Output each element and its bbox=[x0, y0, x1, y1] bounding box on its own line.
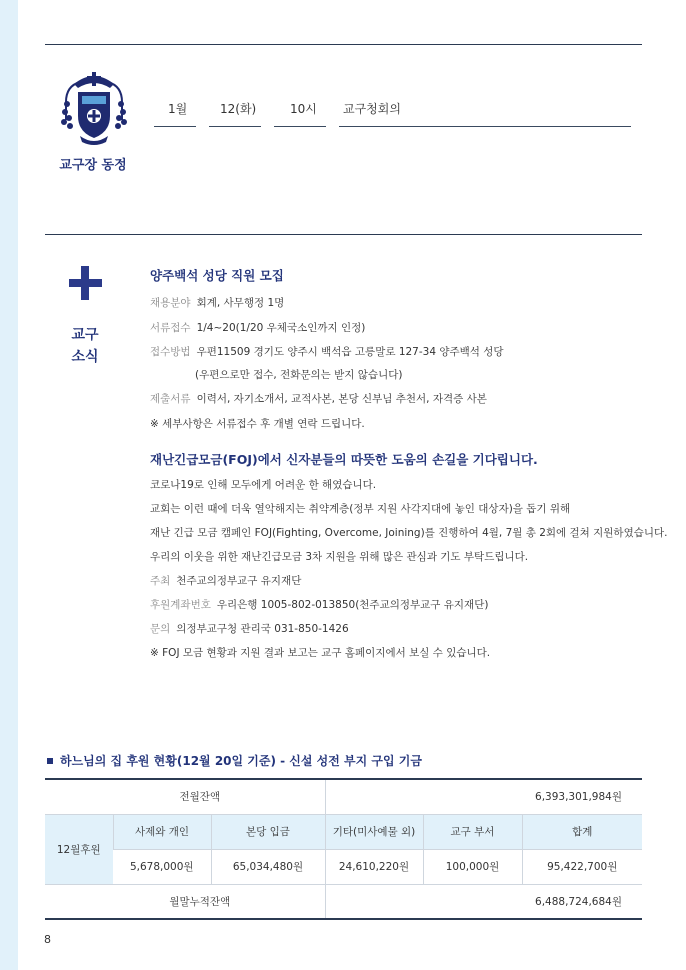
month-label: 12월후원 bbox=[45, 814, 113, 884]
middle-divider bbox=[45, 234, 642, 235]
table-row bbox=[45, 779, 642, 814]
support-title: 하느님의 집 후원 현황(12월 20일 기준) - 신설 성전 부지 구입 기금 bbox=[60, 754, 422, 768]
foj-row: 주최 천주교의정부교구 유지재단 bbox=[150, 575, 302, 587]
page-number: 8 bbox=[44, 933, 51, 946]
table-row bbox=[45, 884, 642, 919]
foj-paragraph: 교회는 이런 때에 더욱 열악해지는 취약계층(정부 지원 사각지대에 놓인 대상자)을 돕기 위해 bbox=[150, 503, 571, 515]
table-row bbox=[45, 849, 642, 884]
schedule-underline-time bbox=[274, 126, 326, 127]
foj-row: 후원계좌번호 우리은행 1005-802-013850(천주교의정부교구 유지재단) bbox=[150, 599, 489, 611]
column-header: 합계 bbox=[522, 814, 642, 849]
foj-note: ※ FOJ 모금 현황과 지원 결과 보고는 교구 홈페이지에서 보실 수 있습니다. bbox=[150, 647, 491, 659]
recruit-note: ※ 세부사항은 서류접수 후 개별 연락 드립니다. bbox=[150, 418, 365, 430]
square-bullet-icon bbox=[47, 758, 53, 764]
news-title: 교구 소식 bbox=[71, 327, 99, 365]
schedule-underline-date bbox=[209, 126, 261, 127]
table-row bbox=[45, 814, 642, 849]
recruit-row: 채용분야 회계, 사무행정 1명 bbox=[150, 297, 285, 309]
cum-label: 월말누적잔액 bbox=[45, 884, 325, 919]
top-divider bbox=[45, 44, 642, 45]
column-header: 교구 부서 bbox=[423, 814, 522, 849]
foj-paragraph: 코로나19로 인해 모두에게 어려운 한 해였습니다. bbox=[150, 479, 377, 491]
recruit-row: 접수방법 우편11509 경기도 양주시 백석읍 고릉말로 127-34 양주백석 성당 bbox=[150, 346, 504, 358]
schedule-time: 10시 bbox=[290, 102, 317, 116]
plus-icon-bar bbox=[69, 279, 102, 287]
cell-value: 100,000원 bbox=[423, 849, 522, 884]
support-table bbox=[45, 778, 642, 920]
foj-heading: 재난긴급모금(FOJ)에서 신자분들의 따뜻한 도움의 손길을 기다립니다. bbox=[150, 452, 538, 467]
cell-value: 95,422,700원 bbox=[522, 849, 642, 884]
foj-paragraph: 재난 긴급 모금 캠페인 FOJ(Fighting, Overcome, Joining)를 진행하여 4월, 7월 총 2회에 걸쳐 지원하였습니다. bbox=[150, 527, 668, 539]
foj-paragraph: 우리의 이웃을 위한 재난긴급모금 3차 지원을 위해 많은 관심과 기도 부탁드립니다. bbox=[150, 551, 529, 563]
schedule-title: 교구장 동정 bbox=[59, 158, 127, 173]
schedule-underline-month bbox=[154, 126, 196, 127]
recruit-row: 서류접수 1/4~20(1/20 우체국소인까지 인정) bbox=[150, 322, 366, 334]
recruit-row: (우편으로만 접수, 전화문의는 받지 않습니다) bbox=[195, 369, 403, 381]
foj-row: 문의 의정부교구청 관리국 031-850-1426 bbox=[150, 623, 349, 635]
cell-value: 65,034,480원 bbox=[211, 849, 325, 884]
left-margin-bar bbox=[0, 0, 18, 970]
bishop-crest-icon bbox=[60, 70, 128, 146]
cum-value: 6,488,724,684원 bbox=[325, 884, 642, 919]
column-header: 본당 입금 bbox=[211, 814, 325, 849]
schedule-event: 교구청회의 bbox=[343, 102, 401, 116]
recruit-row: 제출서류 이력서, 자기소개서, 교적사본, 본당 신부님 추천서, 자격증 사본 bbox=[150, 393, 487, 405]
prev-value: 6,393,301,984원 bbox=[325, 779, 642, 814]
schedule-date: 12(화) bbox=[220, 102, 257, 116]
recruit-heading: 양주백석 성당 직원 모집 bbox=[150, 268, 284, 283]
column-header: 기타(미사예물 외) bbox=[325, 814, 423, 849]
cell-value: 24,610,220원 bbox=[325, 849, 423, 884]
schedule-underline-event bbox=[339, 126, 631, 127]
prev-label: 전월잔액 bbox=[45, 779, 325, 814]
cell-value: 5,678,000원 bbox=[113, 849, 211, 884]
schedule-month: 1월 bbox=[168, 102, 188, 116]
column-header: 사제와 개인 bbox=[113, 814, 211, 849]
